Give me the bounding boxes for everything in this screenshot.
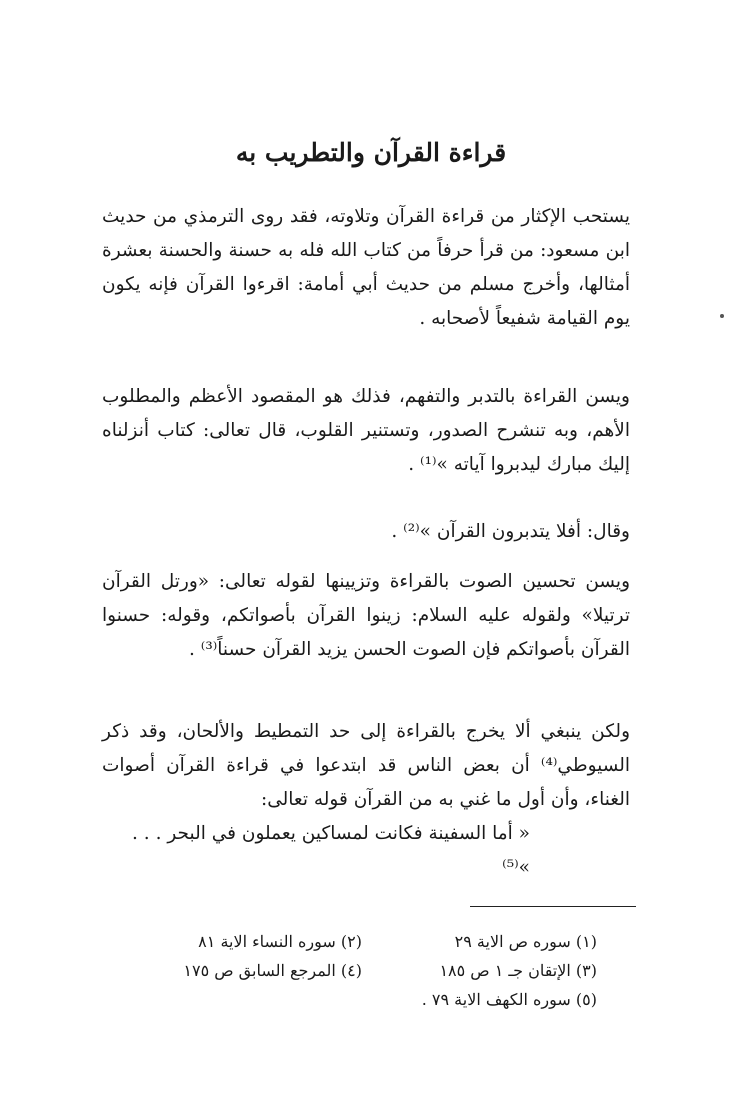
paragraph-contemplation: ويسن القراءة بالتدبر والتفهم، فذلك هو المقصود الأعظم والمطلوب الأهم، وبه تنشرح الصدور، وتستنير القلوب، قال تعالى: كتاب أنزلناه إليك مبارك ليدبروا آياته »⁽¹⁾ .	[102, 386, 630, 475]
scan-speck	[720, 314, 724, 318]
paragraph-quran-quote: وقال: أفلا يتدبرون القرآن »⁽²⁾ .	[391, 521, 630, 542]
footnote-1: (١) سوره ص الاية ٢٩	[454, 932, 597, 951]
quoted-verse: « أما السفينة فكانت لمساكين يعملون في البحر . . . »⁽⁵⁾	[132, 823, 530, 878]
footnote-4: (٤) المرجع السابق ص ١٧٥	[183, 961, 362, 980]
footnote-2: (٢) سوره النساء الاية ٨١	[198, 932, 362, 951]
paragraph-melody-text: ولكن ينبغي ألا يخرج بالقراءة إلى حد التمطيط والألحان، وقد ذكر السيوطي⁽⁴⁾ أن بعض الناس قد ابتدعوا في قراءة القرآن أصوات الغناء، وأن أول ما غني به من القرآن قوله تعالى:	[102, 721, 630, 810]
paragraph-melody-warning	[102, 715, 630, 885]
paragraph-beautify-voice: ويسن تحسين الصوت بالقراءة وتزيينها لقوله تعالى: «ورتل القرآن ترتيلا» ولقوله عليه السلام: زينوا القرآن بأصواتكم، وقوله: حسنوا القرآن بأصواتكم فإن الصوت الحسن يزيد القرآن حسناً⁽³⁾ .	[102, 571, 630, 660]
paragraph-reading-virtue: يستحب الإكثار من قراءة القرآن وتلاوته، فقد روى الترمذي من حديث ابن مسعود: من قرأ حرفاً من كتاب الله فله به حسنة والحسنة بعشرة أمثالها، وأخرج مسلم من حديث أبي أمامة: اقرءوا القرآن فإنه يكون يوم القيامة شفيعاً لأصحابه .	[102, 206, 630, 329]
footnote-3: (٣) الإتقان جـ ١ ص ١٨٥	[439, 961, 597, 980]
footnote-divider	[470, 906, 636, 907]
page-title: قراءة القرآن والتطريب به	[235, 138, 507, 167]
footnote-5: (٥) سوره الكهف الاية ٧٩ .	[421, 990, 597, 1009]
